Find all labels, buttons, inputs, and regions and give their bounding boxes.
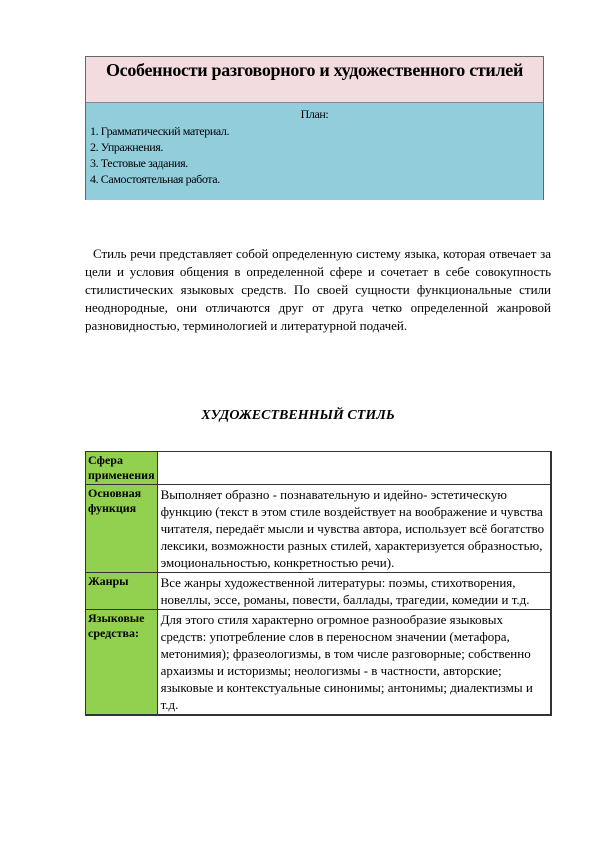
row-label: Языковые средства: (86, 610, 158, 716)
table-row (86, 610, 552, 716)
plan-item: 2. Упражнения. (90, 140, 163, 154)
intro-paragraph: Стиль речи представляет собой определенную систему языка, которая отвечает за цели и условия общения в определенной сфере и сочетает в себе совокупность стилистических языковых средств. По своей сущности функциональные стили неоднородные, они отличаются друг от друга четко определенной жанровой разновидностью, терминологией и литературной подачей. (85, 246, 551, 333)
row-label: Основная функция (86, 485, 158, 573)
style-table (85, 451, 552, 716)
row-label: Сфера применения (86, 452, 158, 485)
plan-heading: План: (300, 107, 329, 121)
plan-item: 1. Грамматический материал. (90, 124, 230, 138)
row-value: Все жанры художественной литературы: поэмы, стихотворения, новеллы, эссе, романы, повести, баллады, трагедии, комедии и т.д. (157, 573, 551, 610)
section-heading: ХУДОЖЕСТВЕННЫЙ СТИЛЬ (201, 408, 395, 423)
table-row (86, 573, 552, 610)
table-row (86, 452, 552, 485)
document-title: Особенности разговорного и художественного стилей (86, 57, 543, 103)
plan-section (86, 103, 543, 200)
row-value: Выполняет образно - познавательную и идейно- эстетическую функцию (текст в этом стиле воздействует на воображение и чувства читателя, передаёт мысли и чувства автора, использует всё богатство лексики, возможности разных стилей, характеризуется образностью, эмоциональностью, конкретностью речи). (157, 485, 551, 573)
row-value (157, 452, 551, 485)
plan-item: 3. Тестовые задания. (90, 156, 188, 170)
plan-item: 4. Самостоятельная работа. (90, 172, 220, 186)
plan-box (85, 56, 544, 200)
row-label: Жанры (86, 573, 158, 610)
row-value: Для этого стиля характерно огромное разнообразие языковых средств: употребление слов в переносном значении (метафора, метонимия); фразеологизмы, в том числе разговорные; собственно архаизмы и историзмы; неологизмы - в частности, авторские; языковые и контекстуальные синонимы; антонимы; диалектизмы и т.д. (157, 610, 551, 716)
table-row (86, 485, 552, 573)
